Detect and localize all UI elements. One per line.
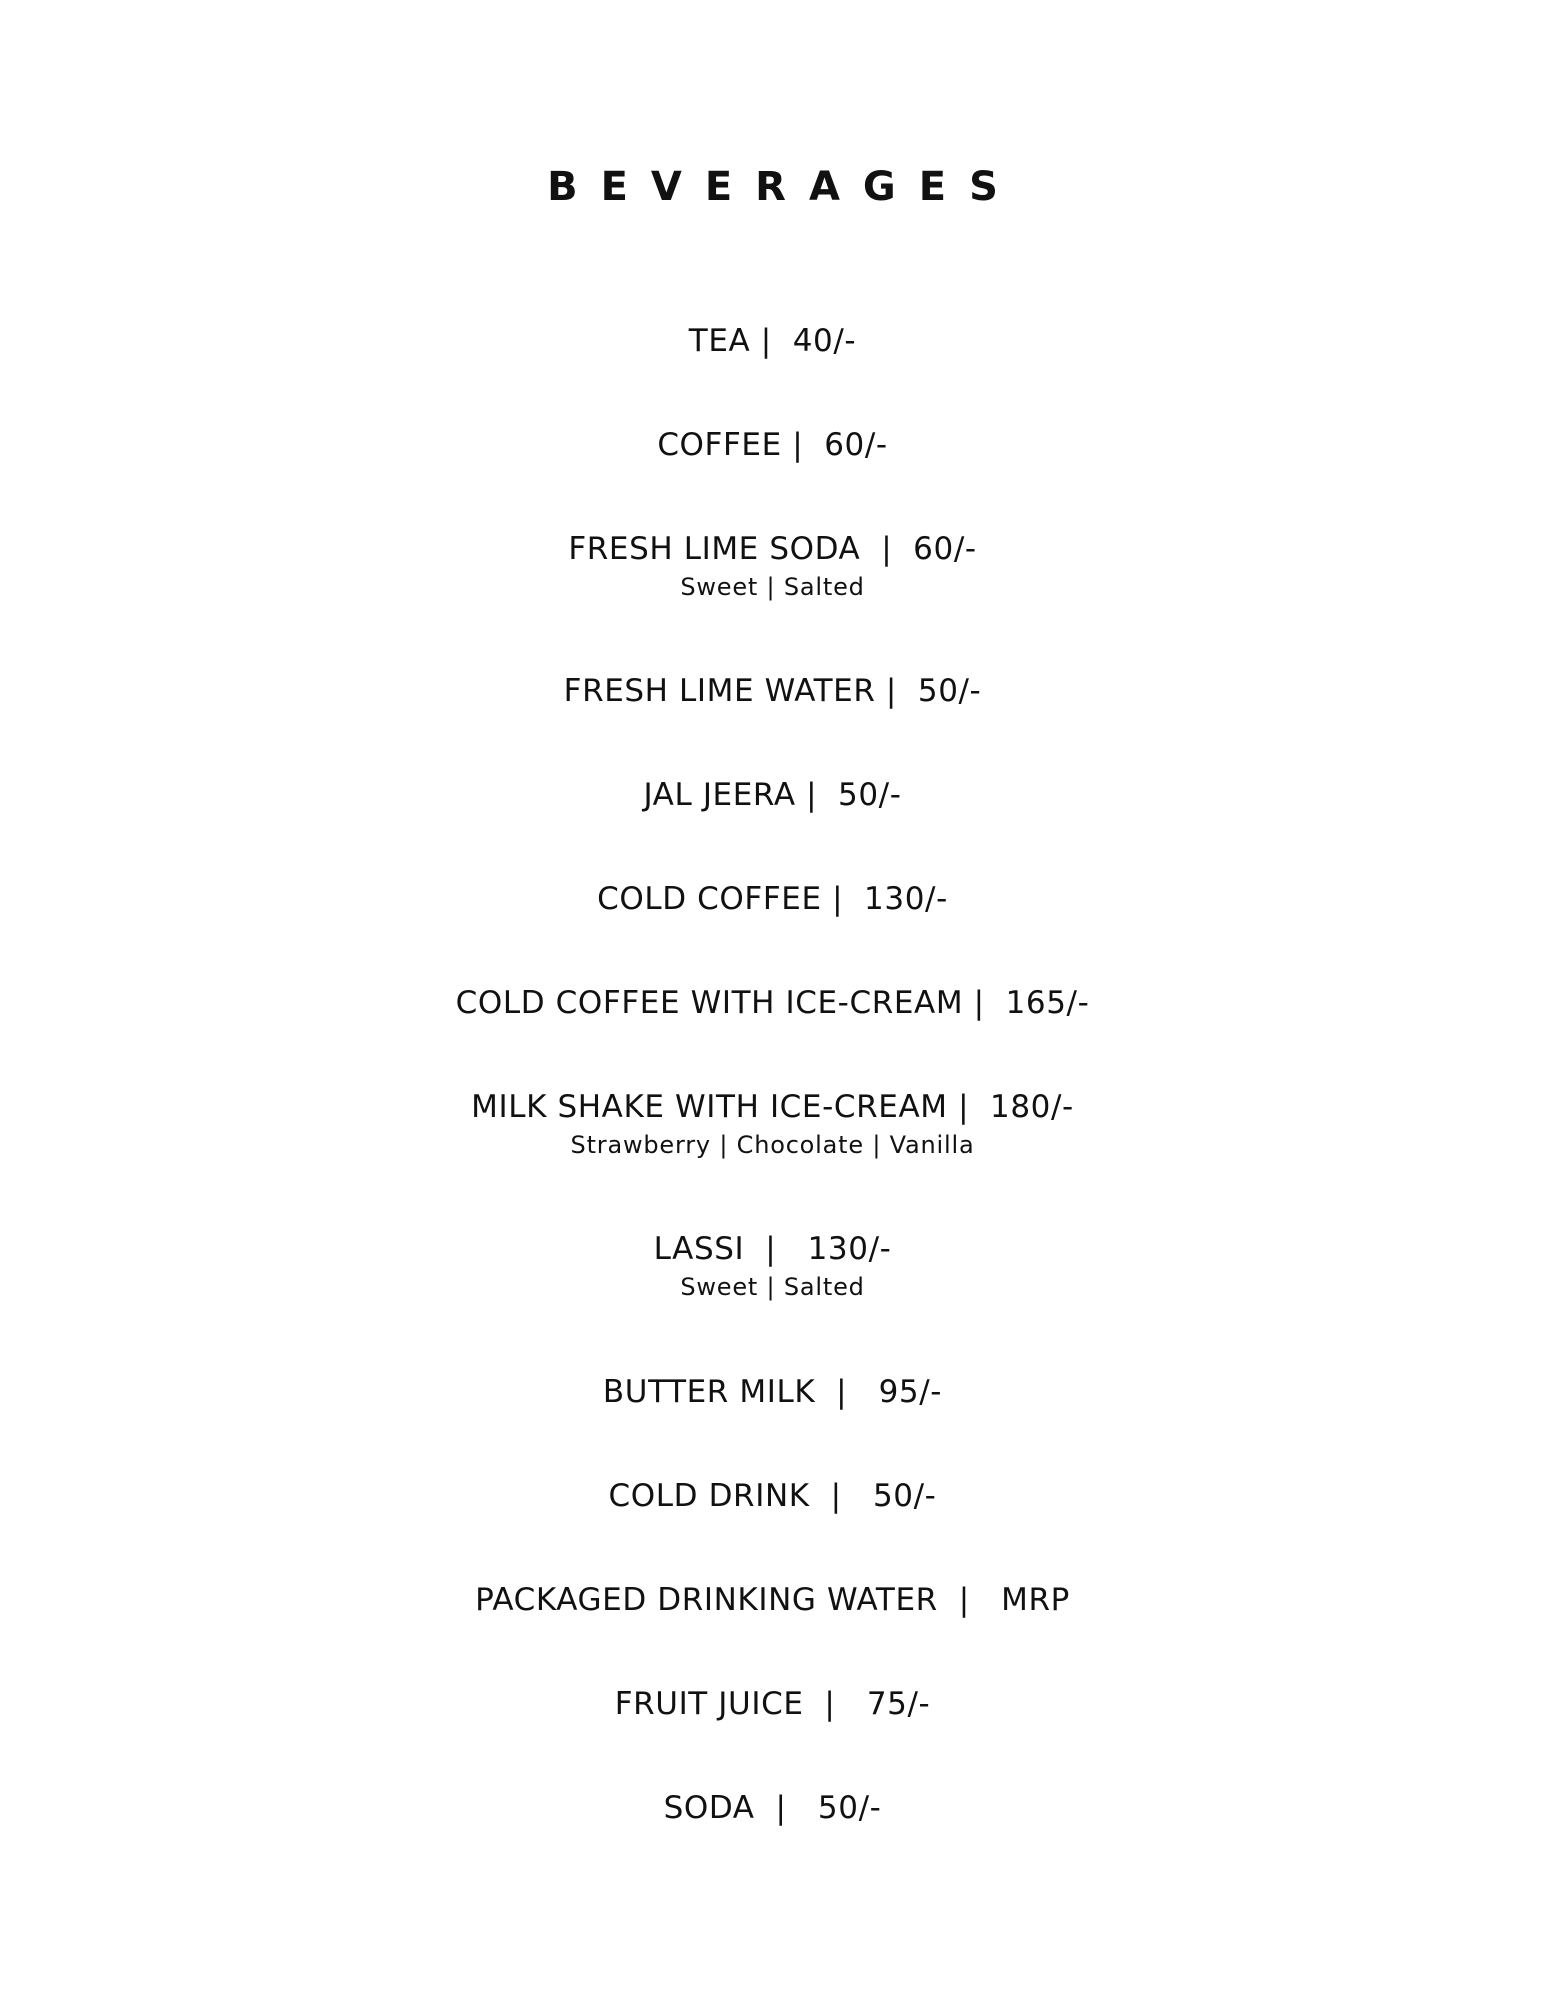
menu-item-line: FRUIT JUICE | 75/-: [614, 1686, 931, 1722]
menu-item-line: TEA | 40/-: [688, 323, 857, 359]
menu-item-line: COFFEE | 60/-: [657, 427, 888, 463]
menu-item: [0, 1373, 1545, 1411]
menu-item-options: Sweet | Salted: [680, 573, 865, 601]
menu-title: BEVERAGES: [547, 164, 1021, 210]
menu-item-options: Sweet | Salted: [680, 1273, 865, 1301]
menu-item-line: MILK SHAKE WITH ICE-CREAM | 180/-: [471, 1089, 1074, 1125]
menu-item: [0, 880, 1545, 918]
menu-item: [0, 1230, 1545, 1302]
menu-item: [0, 984, 1545, 1022]
menu-item-line: COLD DRINK | 50/-: [608, 1478, 937, 1514]
menu-item: [0, 1581, 1545, 1619]
menu-item: [0, 1477, 1545, 1515]
menu-item-line: PACKAGED DRINKING WATER | MRP: [475, 1582, 1070, 1618]
menu-item: [0, 1088, 1545, 1160]
menu-item: [0, 672, 1545, 710]
menu-item-line: COLD COFFEE WITH ICE-CREAM | 165/-: [455, 985, 1090, 1021]
menu-item: [0, 1789, 1545, 1827]
menu-item: [0, 426, 1545, 464]
menu-item: [0, 322, 1545, 360]
menu-item-line: LASSI | 130/-: [653, 1231, 892, 1267]
menu-item-line: FRESH LIME SODA | 60/-: [568, 531, 977, 567]
menu-item: [0, 530, 1545, 602]
menu-item-line: SODA | 50/-: [663, 1790, 882, 1826]
menu-item-line: COLD COFFEE | 130/-: [597, 881, 948, 917]
menu-item-line: FRESH LIME WATER | 50/-: [563, 673, 982, 709]
menu-item-options: Strawberry | Chocolate | Vanilla: [570, 1131, 975, 1159]
menu-item: [0, 776, 1545, 814]
menu-item-line: JAL JEERA | 50/-: [643, 777, 902, 813]
menu-item: [0, 1685, 1545, 1723]
menu-item-line: BUTTER MILK | 95/-: [602, 1374, 943, 1410]
